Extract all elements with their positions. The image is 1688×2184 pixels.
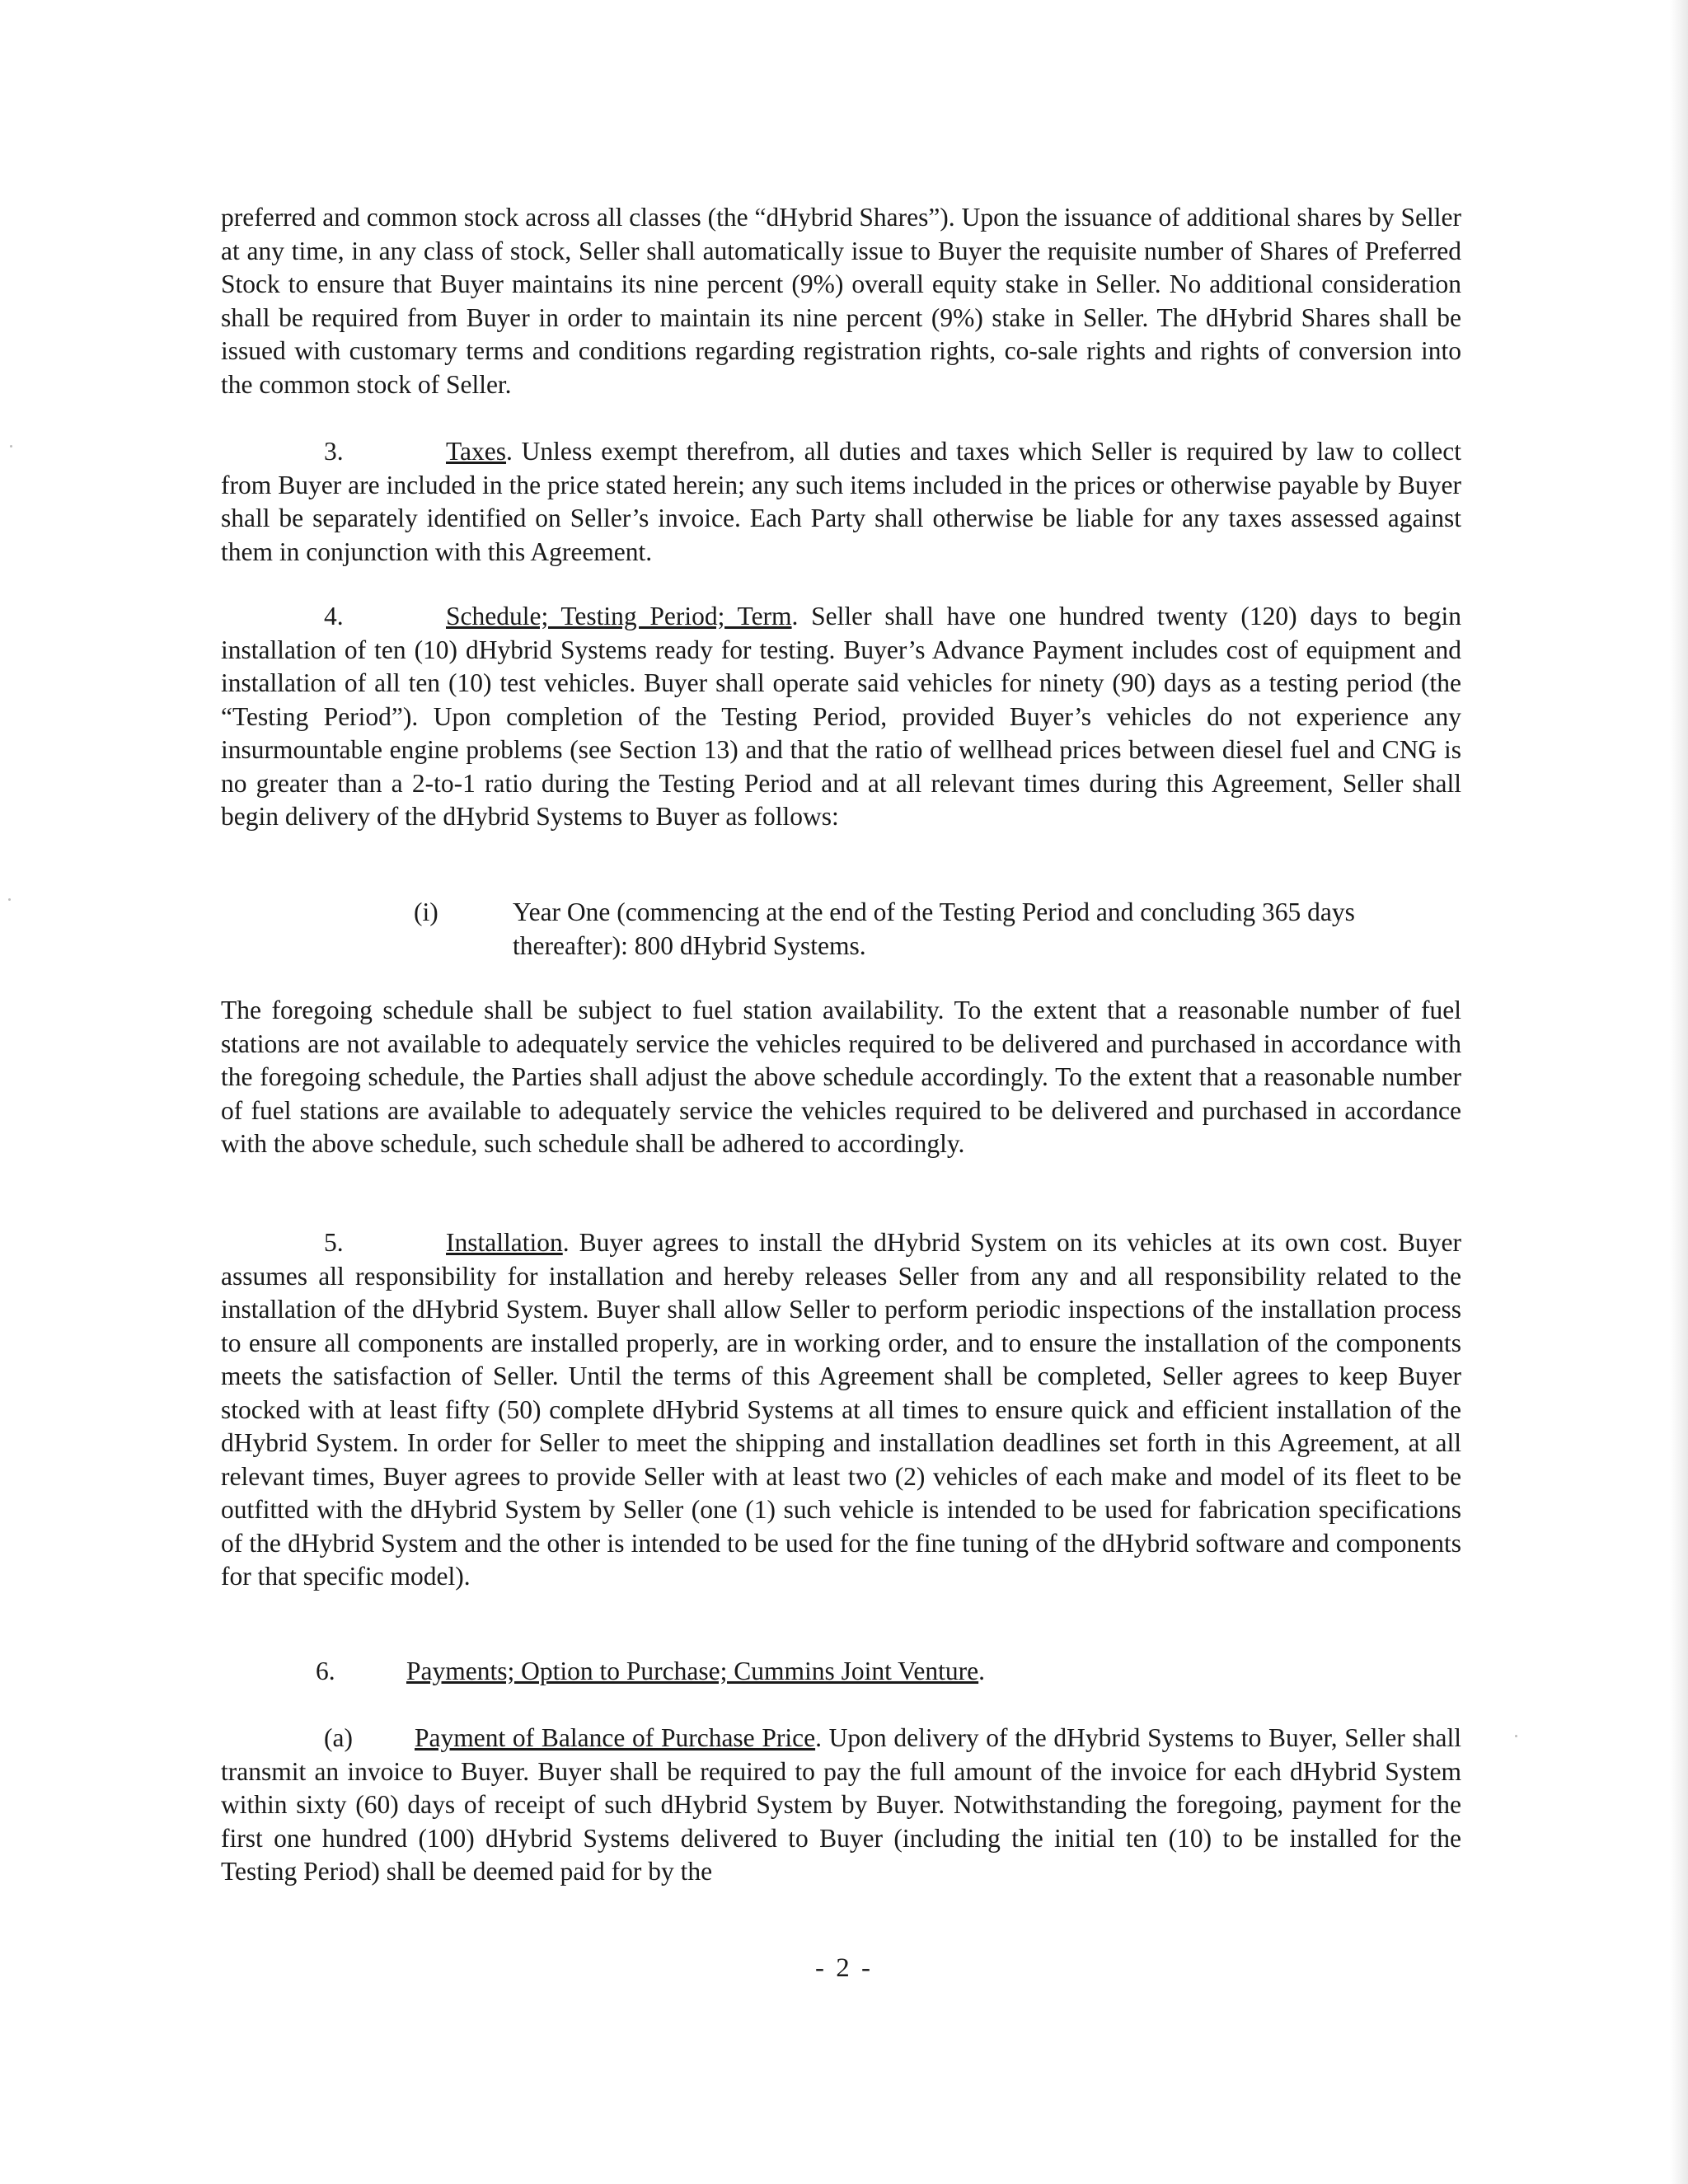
section-5-installation <box>221 1226 1461 1594</box>
section-6-heading-period: . <box>978 1657 986 1685</box>
section-6a-payment <box>221 1722 1461 1889</box>
item-i-marker: (i) <box>414 898 438 926</box>
section-6a-heading: Payment of Balance of Purchase Price <box>415 1723 816 1752</box>
section-6a-text: . Upon delivery of the dHybrid Systems to Buyer, Seller shall transmit an invoice to Buyer. Buyer shall be required to pay the full amount of the invoice for each dHybrid System within sixty (60) days of receipt of such dHybrid System by Buyer. Notwithstanding the foregoing, payment for the first one hundred (100) dHybrid Systems delivered to Buyer (including the initial ten (10) to be installed for the Testing Period) shall be deemed paid for by the <box>221 1723 1461 1886</box>
scan-speck <box>8 898 11 901</box>
scan-edge-shadow <box>1670 0 1688 2184</box>
section-5-number: 5. <box>324 1228 344 1257</box>
section-4-schedule <box>221 600 1461 834</box>
section-3-heading: Taxes <box>446 437 507 466</box>
paragraph-dhybrid-shares: preferred and common stock across all classes (the “dHybrid Shares”). Upon the issuance of additional shares by Seller at any time, in any class of stock, Seller shall automatically issue to Buyer the requisite number of Shares of Preferred Stock to ensure that Buyer maintains its nine percent (9%) overall equity stake in Seller. No additional consideration shall be required from Buyer in order to maintain its nine percent (9%) stake in Seller. The dHybrid Shares shall be issued with customary terms and conditions regarding registration rights, co-sale rights and rights of conversion into the common stock of Seller. <box>221 203 1461 399</box>
section-4-fuel-station-paragraph: The foregoing schedule shall be subject to fuel station availability. To the extent that a reasonable number of fuel stations are not available to adequately service the vehicles required to be delivered and purchased in accordance with the foregoing schedule, the Parties shall adjust the above schedule accordingly. To the extent that a reasonable number of fuel stations are available to adequately service the vehicles required to be delivered and purchased in accordance with the above schedule, such schedule shall be adhered to accordingly. <box>221 996 1461 1158</box>
section-3-text: . Unless exempt therefrom, all duties and taxes which Seller is required by law to collect from Buyer are included in the price stated herein; any such items included in the prices or otherwise payable by Buyer shall be separately identified on Seller’s invoice. Each Party shall otherwise be liable for any taxes assessed against them in conjunction with this Agreement. <box>221 437 1461 566</box>
section-4-item-i <box>416 896 1456 963</box>
item-i-text: Year One (commencing at the end of the Testing Period and concluding 365 days thereafter): 800 dHybrid Systems. <box>513 898 1355 960</box>
section-6-number: 6. <box>316 1657 335 1685</box>
section-5-heading: Installation <box>446 1228 563 1257</box>
section-4-number: 4. <box>324 602 344 630</box>
section-6-heading-line <box>316 1655 985 1689</box>
section-4-text: . Seller shall have one hundred twenty (120) days to begin installation of ten (10) dHybrid Systems ready for testing. Buyer’s Advance Payment includes cost of equipment and installation of all ten (10) test vehicles. Buyer shall operate said vehicles for ninety (90) days as a testing period (the “Testing Period”). Upon completion of the Testing Period, provided Buyer’s vehicles do not experience any insurmountable engine problems (see Section 13) and that the ratio of wellhead prices between diesel fuel and CNG is no greater than a 2-to-1 ratio during the Testing Period and at all relevant times during this Agreement, Seller shall begin delivery of the dHybrid Systems to Buyer as follows: <box>221 602 1461 831</box>
section-3-number: 3. <box>324 437 344 466</box>
section-5-text: . Buyer agrees to install the dHybrid System on its vehicles at its own cost. Buyer assumes all responsibility for installation and hereby releases Seller from any and all responsibility related to the installation of the dHybrid System. Buyer shall allow Seller to perform periodic inspections of the installation process to ensure all components are installed properly, are in working order, and to ensure the installation of the components meets the satisfaction of Seller. Until the terms of this Agreement shall be completed, Seller agrees to keep Buyer stocked with at least fifty (50) complete dHybrid Systems at all times to ensure quick and efficient installation of the dHybrid System. In order for Seller to meet the shipping and installation deadlines set forth in this Agreement, at all relevant times, Buyer agrees to provide Seller with at least two (2) vehicles of each make and model of its fleet to be outfitted with the dHybrid System by Seller (one (1) such vehicle is intended to be used for fabrication specifications of the dHybrid System and the other is intended to be used for the fine tuning of the dHybrid software and components for that specific model). <box>221 1228 1461 1591</box>
section-4-heading: Schedule; Testing Period; Term <box>446 602 792 630</box>
scan-speck <box>1515 1735 1517 1737</box>
section-6-heading: Payments; Option to Purchase; Cummins Joint Venture <box>406 1657 979 1685</box>
section-3-taxes <box>221 435 1461 569</box>
scan-speck <box>10 445 12 448</box>
section-6a-marker: (a) <box>324 1723 353 1752</box>
page-number: - 2 - <box>815 1953 873 1983</box>
